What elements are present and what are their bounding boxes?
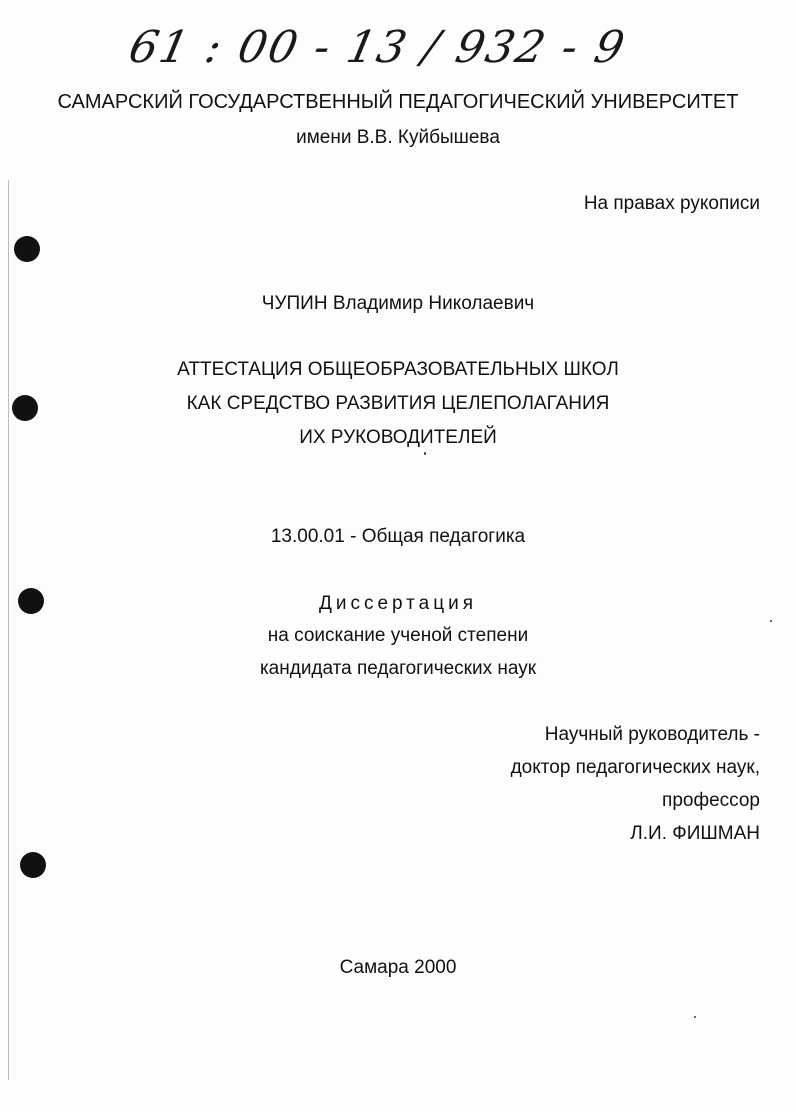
scan-speck <box>770 620 772 622</box>
archive-number-handwritten: 61 : 00 - 13 / 932 - 9 <box>124 22 631 73</box>
specialty-code: 13.00.01 - Общая педагогика <box>270 526 526 547</box>
binding-hole <box>20 852 46 878</box>
scan-speck <box>694 1016 696 1018</box>
dissertation-label: Диссертация <box>318 593 478 614</box>
binding-hole <box>12 395 38 421</box>
title-line-2: КАК СРЕДСТВО РАЗВИТИЯ ЦЕЛЕПОЛАГАНИЯ <box>186 393 610 414</box>
binding-hole <box>18 588 44 614</box>
supervisor-line-1: Научный руководитель - <box>544 724 760 745</box>
scan-speck <box>424 452 426 455</box>
degree-line-2: кандидата педагогических наук <box>259 658 537 679</box>
university-named-after: имени В.В. Куйбышева <box>296 127 500 148</box>
title-line-1: АТТЕСТАЦИЯ ОБЩЕОБРАЗОВАТЕЛЬНЫХ ШКОЛ <box>177 359 619 380</box>
manuscript-rights: На правах рукописи <box>583 193 760 214</box>
degree-line-1: на соискание ученой степени <box>267 625 529 646</box>
university-name: САМАРСКИЙ ГОСУДАРСТВЕННЫЙ ПЕДАГОГИЧЕСКИЙ УНИВЕРСИТЕТ <box>57 91 739 113</box>
author-name: ЧУПИН Владимир Николаевич <box>261 293 535 314</box>
supervisor-name: Л.И. ФИШМАН <box>630 823 760 844</box>
place-and-year: Самара 2000 <box>339 957 457 978</box>
supervisor-line-2: доктор педагогических наук, <box>510 757 760 778</box>
supervisor-line-3: профессор <box>662 790 760 811</box>
title-line-3: ИХ РУКОВОДИТЕЛЕЙ <box>299 427 497 448</box>
binding-hole <box>14 236 40 262</box>
